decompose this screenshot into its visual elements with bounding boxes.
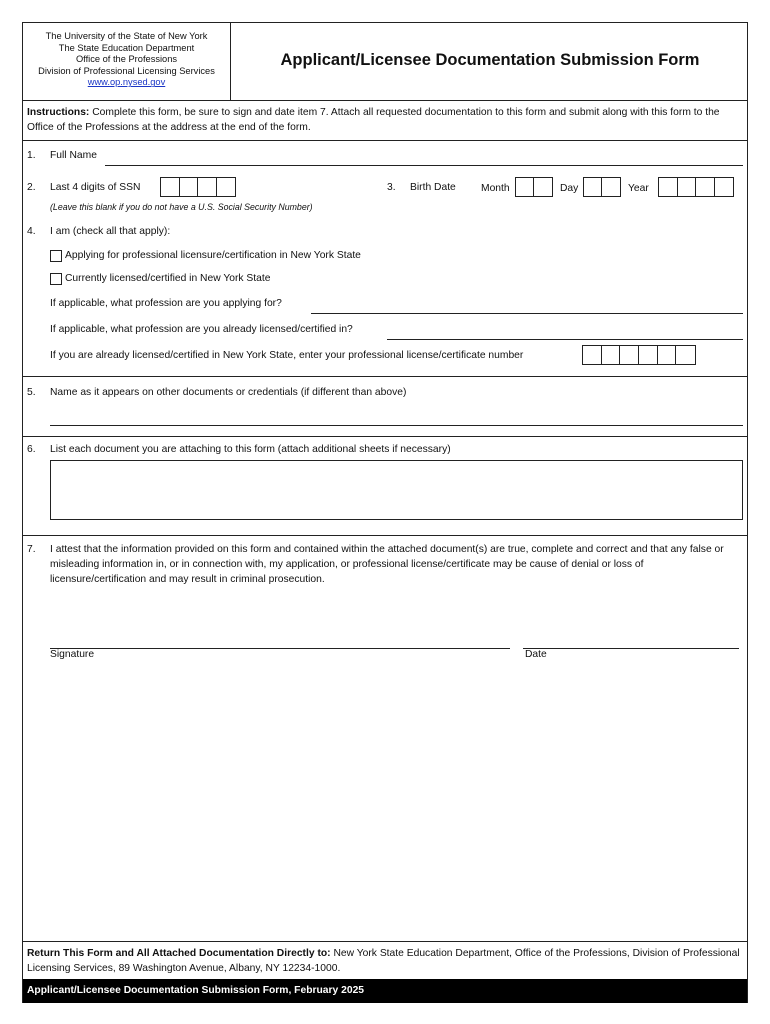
year-input[interactable] [658,177,734,197]
other-name-label: Name as it appears on other documents or credentials (if different than above) [50,387,407,398]
ssn-input[interactable] [160,177,236,197]
birth-date-label: Birth Date [410,182,456,193]
item-number: 6. [27,444,36,455]
signature-field[interactable] [50,648,510,649]
form-title: Applicant/Licensee Documentation Submission Form [280,51,700,69]
item-number: 7. [27,544,36,555]
item-number: 4. [27,226,36,237]
item-number: 1. [27,150,36,161]
licensed-checkbox[interactable] [50,273,62,285]
licensed-option-label: Currently licensed/certified in New York State [65,273,271,284]
divider [23,100,747,101]
instructions-text: Complete this form, be sure to sign and date item 7. Attach all requested documentation to this form and submit along with this form to the Office of the Professions at the address at the end of the form. [27,107,720,133]
agency-line: The State Education Department [58,42,195,53]
website-link[interactable]: www.op.nysed.gov [87,77,166,88]
month-input[interactable] [515,177,553,197]
day-input[interactable] [583,177,621,197]
profession-applying-field[interactable] [311,313,743,314]
item-number: 5. [27,387,36,398]
divider [23,535,747,536]
applying-checkbox[interactable] [50,250,62,262]
applying-option-label: Applying for professional licensure/certification in New York State [65,250,361,261]
divider [23,436,747,437]
ssn-note: (Leave this blank if you do not have a U.S. Social Security Number) [50,202,313,212]
date-label: Date [525,649,547,660]
footer-bar: Applicant/Licensee Documentation Submission Form, February 2025 [23,979,747,1003]
status-label: I am (check all that apply): [50,226,171,237]
return-label: Return This Form and All Attached Documentation Directly to: [27,948,331,959]
ssn-label: Last 4 digits of SSN [50,182,141,193]
instructions-label: Instructions: [27,107,90,118]
documents-textarea[interactable] [50,460,743,520]
agency-block [23,23,231,100]
divider [23,140,747,141]
license-number-label: If you are already licensed/certified in New York State, enter your professional license/certificate number [50,350,524,361]
other-name-field[interactable] [50,425,743,426]
day-label: Day [560,183,579,194]
full-name-field[interactable] [105,165,743,166]
date-field[interactable] [523,648,739,649]
attestation-text: I attest that the information provided on this form and contained within the attached document(s) are true, complete and correct and that any false or misleading information in, or in connection with, my application, or professional license/certificate may be cause of denial or loss of licensure/certification and may result in criminal prosecution. [50,544,724,585]
agency-line: Division of Professional Licensing Services [38,65,215,76]
agency-line: The University of the State of New York [45,31,208,41]
return-address [27,947,743,976]
divider [23,941,747,942]
agency-line: Office of the Professions [75,54,178,65]
divider [23,376,747,377]
item-number: 2. [27,182,36,193]
item-number: 3. [387,182,396,193]
full-name-label: Full Name [50,150,97,161]
documents-label: List each document you are attaching to this form (attach additional sheets if necessary) [50,444,451,455]
form-frame [22,22,748,1003]
profession-applying-label: If applicable, what profession are you applying for? [50,298,282,309]
profession-licensed-field[interactable] [387,339,743,340]
license-number-input[interactable] [582,345,696,365]
month-label: Month [481,183,510,194]
year-label: Year [628,183,649,194]
profession-licensed-label: If applicable, what profession are you already licensed/certified in? [50,324,353,335]
instructions [27,105,743,135]
return-text: New York State Education Department, Office of the Professions, Division of Professional Licensing Services, 89 Washington Avenue, Albany, NY 12234-1000. [27,948,740,974]
signature-label: Signature [50,649,95,660]
